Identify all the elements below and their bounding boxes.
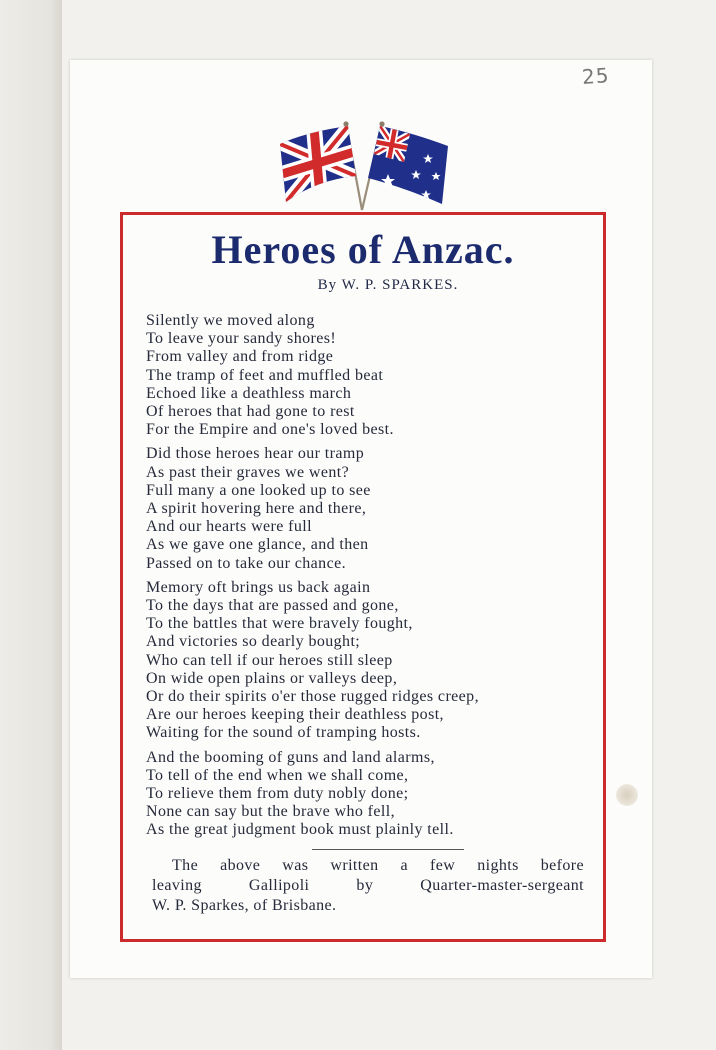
pencil-mark: 25 [581,63,611,89]
poem-line: Echoed like a deathless march [146,384,352,402]
poem-line: The tramp of feet and muffled beat [146,366,384,384]
poem-line: To relieve them from duty nobly done; [146,785,409,803]
poem-line: And our hearts were full [146,518,312,536]
footnote-line: The above was written a few nights before [172,857,584,874]
poem-line: For the Empire and one's loved best. [146,421,394,439]
stanza [146,579,606,743]
poem-line: Full many a one looked up to see [146,481,371,499]
poem-title: Heroes of Anzac. [211,227,515,272]
poem-line: As the great judgment book must plainly tell. [146,821,454,839]
poem-line: Did those heroes hear our tramp [146,445,365,463]
poem-line: Silently we moved along [146,312,315,329]
australian-flag-icon [366,118,448,204]
poem-line: On wide open plains or valleys deep, [146,669,398,687]
footnote [152,856,584,916]
poem-line: And the booming of guns and land alarms, [146,748,435,766]
stanza [146,749,606,840]
stanza [146,312,606,439]
poem-line: To the days that are passed and gone, [146,597,399,615]
poem-line: Who can tell if our heroes still sleep [146,651,393,669]
poem-line: To tell of the end when we shall come, [146,766,409,784]
poem-body [146,312,606,846]
poem-line: Are our heroes keeping their deathless post, [146,706,444,724]
union-jack-flag-icon [276,118,366,214]
footnote-line: W. P. Sparkes, of Brisbane. [152,897,337,914]
divider-rule [312,849,464,850]
stanza [146,445,606,572]
poem-line: As we gave one glance, and then [146,536,369,554]
album-page-left [0,0,62,1050]
poem-line: None can say but the brave who fell, [146,803,395,821]
poem-line: To leave your sandy shores! [146,330,337,348]
author-byline: By W. P. SPARKES. [317,277,459,293]
paper-stain [616,784,638,806]
poem-line: Or do their spirits o'er those rugged ridges creep, [146,688,479,706]
poem-line: Waiting for the sound of tramping hosts. [146,724,421,742]
poem-line: From valley and from ridge [146,348,334,366]
crossed-flags [276,118,452,214]
poem-line: Of heroes that had gone to rest [146,403,355,421]
poem-line: And victories so dearly bought; [146,633,361,651]
poem-line: To the battles that were bravely fought, [146,615,413,633]
poem-line: A spirit hovering here and there, [146,500,367,518]
footnote-line: leaving Gallipoli by Quarter-master-sergeant [152,877,584,894]
poem-line: Passed on to take our chance. [146,554,346,572]
poem-line: As past their graves we went? [146,463,350,481]
poem-line: Memory oft brings us back again [146,578,371,596]
